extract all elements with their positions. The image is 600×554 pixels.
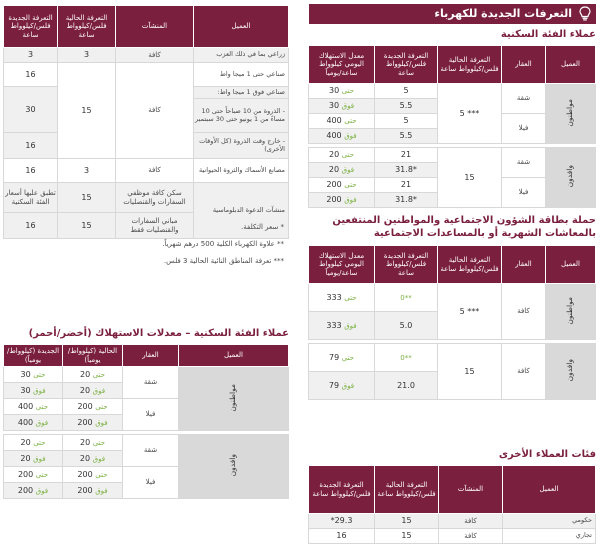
row-new: تطبق عليها أسعار الفئة السكنية xyxy=(4,183,58,213)
col-customer: العميل xyxy=(179,345,289,367)
row-customer: تجاري xyxy=(503,529,596,544)
row-current: 15 xyxy=(375,514,439,529)
footnote: * سعر التكلفة. xyxy=(241,223,284,231)
current-rate: 15 xyxy=(438,344,502,400)
row-current: 3 xyxy=(58,159,116,183)
expats-label: وافدون xyxy=(565,359,575,382)
col-current: التعرفة الحالية فلس/كيلوواط ساعة xyxy=(438,246,502,284)
col-facility: المنشآت xyxy=(116,6,194,48)
row-facility: كافة xyxy=(116,159,194,183)
banner-title: التعرفات الجديدة للكهرباء xyxy=(434,7,572,20)
col-property: العقار xyxy=(502,246,546,284)
new-rate: *31.8 xyxy=(375,193,438,208)
row-customer: صناعي فوق 1 ميجا واط: xyxy=(194,87,289,99)
villa-label: فيلا xyxy=(123,467,179,499)
new-rate: 5.5 xyxy=(375,129,438,144)
row-customer: - الذروة من 10 صباحاً حتى 10 مساءً من 1 يونيو حتى 30 سبتمبر xyxy=(194,99,289,133)
col-customer: العميل xyxy=(503,466,596,514)
row-facility: كافة xyxy=(439,529,503,544)
expats-label: وافدون xyxy=(228,454,238,477)
apartment-label: شقة xyxy=(123,435,179,467)
other-customers-title: فئات العملاء الأخرى xyxy=(498,449,596,460)
footnote: ** علاوة الكهرباء الكلية 500 درهم شهرياً. xyxy=(162,240,284,248)
new-rate: 5 xyxy=(375,84,438,99)
row-current: 15 xyxy=(58,213,116,239)
apartment-label: شقة xyxy=(502,84,546,114)
new-rate: **0 xyxy=(400,353,412,362)
villa-label: فيلا xyxy=(123,399,179,431)
residential-title: عملاء الفئة السكنية xyxy=(500,29,596,40)
new-rate: 5 xyxy=(375,114,438,129)
row-current: 15 xyxy=(58,183,116,213)
new-rate: 21.0 xyxy=(375,372,438,400)
left-top-table xyxy=(4,5,289,239)
villa-label: فيلا xyxy=(502,114,546,144)
row-customer: حكومي xyxy=(503,514,596,529)
row-customer: زراعي بما في ذلك العزب xyxy=(194,48,289,63)
row-facility: سكن كافة موظفي السفارات والقنصليات xyxy=(116,183,194,213)
lightbulb-icon xyxy=(579,6,591,21)
row-new: 3 xyxy=(4,48,58,63)
other-customers-table xyxy=(309,465,596,544)
row-new: 16 xyxy=(4,133,58,159)
row-current: 15 xyxy=(58,63,116,159)
banner xyxy=(309,4,596,24)
new-rate: 5.0 xyxy=(375,312,438,340)
row-new: 29.3* xyxy=(309,514,375,529)
row-current: 3 xyxy=(58,48,116,63)
col-new: الجديدة (كيلوواط/يومياً) xyxy=(4,345,63,367)
footnotes xyxy=(4,223,284,274)
new-rate: 21 xyxy=(375,178,438,193)
villa-label: فيلا xyxy=(502,178,546,208)
apartment-label: شقة xyxy=(502,148,546,178)
row-facility: كافة xyxy=(116,63,194,159)
col-consumption: معدل الاستهلاك اليومي كيلوواط ساعة/يومياً xyxy=(309,246,375,284)
col-property: العقار xyxy=(502,46,546,84)
current-rate: *** 5 xyxy=(438,84,502,144)
new-rate: **0 xyxy=(400,293,412,302)
row-facility: مباني السفارات والقنصليات فقط xyxy=(116,213,194,239)
col-current: التعرفة الحالية فلس/كيلوواط ساعة xyxy=(375,466,439,514)
col-new: التعرفة الجديدة فلس/كيلوواط ساعة xyxy=(375,46,438,84)
new-rate: 21 xyxy=(375,148,438,163)
col-customer: العميل xyxy=(546,246,596,284)
col-current: التعرفة الحالية فلس/كيلوواط ساعة xyxy=(438,46,502,84)
row-new: 16 xyxy=(4,63,58,87)
social-affairs-table: العميل العقار التعرفة الحالية فلس/كيلوواط ساعة التعرفة الجديدة فلس/كيلوواط ساعة معدل الاستهلاك اليومي كيلوواط ساعة/يومياً مواطنون كافة *** 5 **0 حتى 333 5.0 فوق 333 وافدون كافة 15 **0 حتى 79 21.0 فوق 79 xyxy=(309,245,596,400)
new-rate: 5.5 xyxy=(375,99,438,114)
col-consumption: معدل الاستهلاك اليومي كيلوواط ساعة/يومياً xyxy=(309,46,375,84)
social-affairs-title: حملة بطاقة الشؤون الاجتماعية والمواطنين المنتفعين بالمعاشات الشهرية أو بالمساعدات الاجتماعية xyxy=(332,215,596,239)
row-customer: صناعي حتى 1 ميجا واط xyxy=(194,63,289,87)
footnote: *** تعرفة المناطق النائية الحالية 3 فلس. xyxy=(163,257,284,265)
col-current: التعرفة الحالية فلس/كيلوواط ساعة xyxy=(58,6,116,48)
col-new: التعرفة الجديدة فلس/كيلوواط ساعة xyxy=(4,6,58,48)
citizens-label: مواطنون xyxy=(565,98,575,127)
citizens-label: مواطنون xyxy=(228,383,238,412)
row-new: 16 xyxy=(309,529,375,544)
row-facility: كافة xyxy=(439,514,503,529)
current-rate: 15 xyxy=(438,148,502,208)
row-customer: منشآت الدعوة الدبلوماسية xyxy=(194,183,289,239)
col-facility: المنشآت xyxy=(439,466,503,514)
col-customer: العميل xyxy=(546,46,596,84)
all-label: كافة xyxy=(502,284,546,340)
row-customer: مصانع الأسماك والثروة الحيوانية xyxy=(194,159,289,183)
row-facility: كافة xyxy=(116,48,194,63)
col-current: الحالية (كيلوواط/يومياً) xyxy=(63,345,123,367)
current-rate: *** 5 xyxy=(438,284,502,340)
all-label: كافة xyxy=(502,344,546,400)
expats-label: وافدون xyxy=(565,165,575,188)
col-property: العقار xyxy=(123,345,179,367)
row-new: 16 xyxy=(4,213,58,239)
row-new: 16 xyxy=(4,159,58,183)
apartment-label: شقة xyxy=(123,367,179,399)
residential-table: العميل العقار التعرفة الحالية فلس/كيلوواط ساعة التعرفة الجديدة فلس/كيلوواط ساعة معدل الاستهلاك اليومي كيلوواط ساعة/يومياً مواطنون شقة *** 5 5 حتى 30 5.5 فوق 30 فيلا 5 حتى 400 5.5 فوق 400 وافدون شقة 15 21 حتى 20 *31.8 فوق 20 فيلا 21 حتى 200 *31.8 فوق 200 xyxy=(309,45,596,208)
left-bottom-title: عملاء الفئة السكنية – معدلات الاستهلاك (أخضر/أحمر) xyxy=(28,328,289,339)
row-new: 30 xyxy=(4,87,58,133)
row-customer: - خارج وقت الذروة (كل الأوقات الأخرى) xyxy=(194,133,289,159)
row-current: 15 xyxy=(375,529,439,544)
col-new: التعرفة الجديدة فلس/كيلوواط ساعة xyxy=(375,246,438,284)
col-customer: العميل xyxy=(194,6,289,48)
new-rate: *31.8 xyxy=(375,163,438,178)
citizens-label: مواطنون xyxy=(565,296,575,325)
consumption-table: العميل العقار الحالية (كيلوواط/يومياً) الجديدة (كيلوواط/يومياً) مواطنون شقة حتى 20 حتى 30 فوق 20 فوق 30 فيلا حتى 200 حتى 400 فوق 200 فوق 400 وافدون شقة حتى 20 حتى 20 فوق 20 فوق 20 فيلا حتى 200 حتى 200 فوق 200 فوق 200 xyxy=(4,344,289,499)
col-new: التعرفة الجديدة فلس/كيلوواط ساعة xyxy=(309,466,375,514)
